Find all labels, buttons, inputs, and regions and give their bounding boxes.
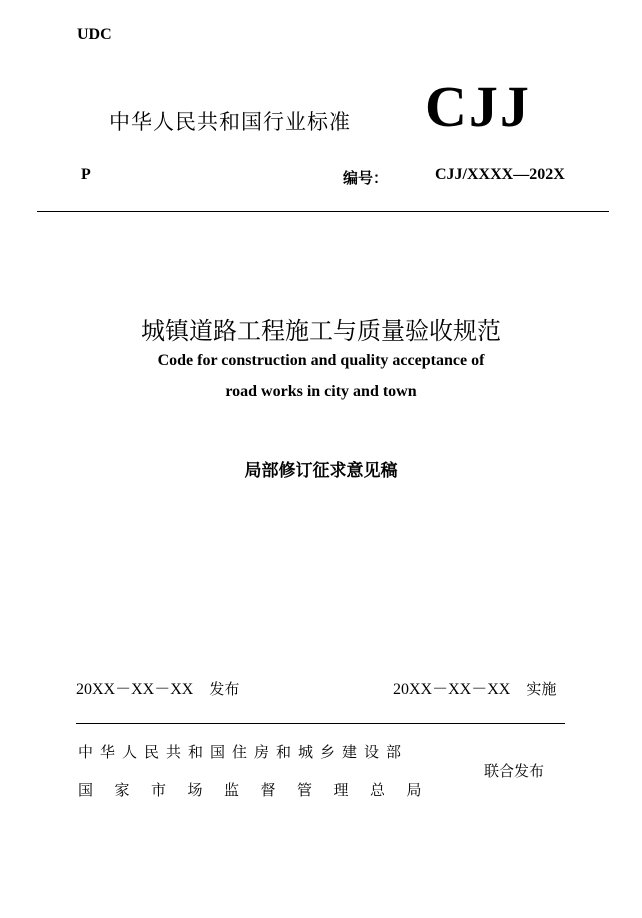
effective-date: 20XX－XX－XX [393,681,511,698]
issue-label: 发布 [209,680,240,698]
standard-type: 中华人民共和国行业标准 [109,110,351,134]
title-en-line2: road works in city and town [225,383,417,400]
publisher-ministry: 中华人民共和国住房和城乡建设部 [78,743,409,761]
effective-date-row [393,676,556,699]
issue-date: 20XX－XX－XX [76,681,194,698]
draft-status: 局部修订征求意见稿 [244,461,398,481]
title-zh: 城镇道路工程施工与质量验收规范 [141,317,501,345]
number-label: 编号： [343,169,389,187]
number-value: CJJ/XXXX—202X [435,166,565,183]
issue-date-row [76,676,239,699]
publisher-administration: 国家市场监督管理总局 [78,781,444,799]
title-en-line1: Code for construction and quality acceptance of [157,352,485,369]
joint-publish-label: 联合发布 [484,762,545,780]
cjj-logo: CJJ [425,74,531,139]
effective-label: 实施 [526,680,557,698]
footer-rule [76,723,565,724]
category-code: P [81,166,91,183]
header-rule [37,211,609,212]
udc-label: UDC [77,26,112,43]
